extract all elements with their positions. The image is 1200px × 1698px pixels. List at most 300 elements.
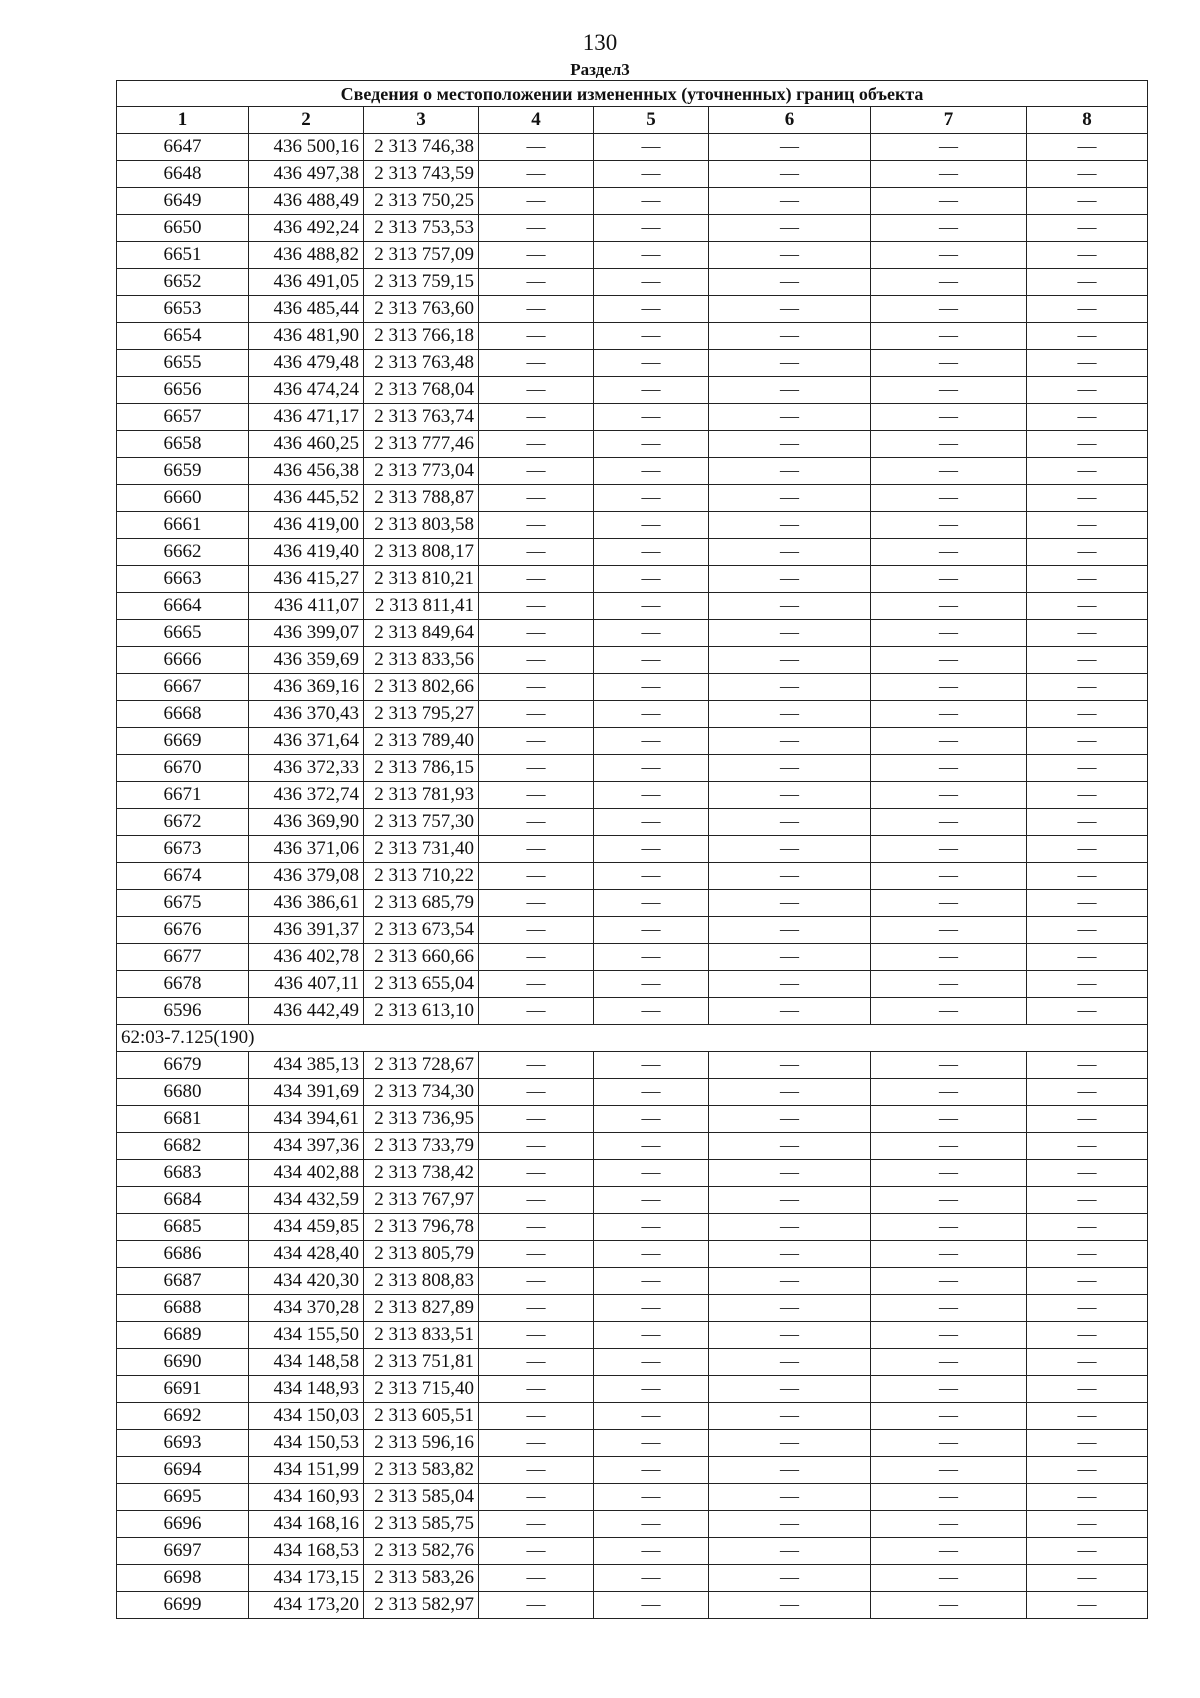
coordinate-x: 434 459,85 [249, 1214, 364, 1241]
empty-cell-col-4: — [479, 134, 594, 161]
empty-cell-col-7: — [871, 323, 1027, 350]
table-row [117, 323, 1148, 350]
empty-cell-col-5: — [594, 1133, 709, 1160]
empty-cell-col-6: — [709, 512, 871, 539]
empty-cell-col-4: — [479, 458, 594, 485]
empty-cell-col-6: — [709, 647, 871, 674]
empty-cell-col-6: — [709, 458, 871, 485]
coordinate-x: 436 386,61 [249, 890, 364, 917]
empty-cell-col-8: — [1027, 1592, 1148, 1619]
coordinate-y: 2 313 715,40 [364, 1376, 479, 1403]
table-row [117, 1268, 1148, 1295]
table-row [117, 485, 1148, 512]
coordinate-x: 436 474,24 [249, 377, 364, 404]
page-number: 130 [582, 30, 618, 55]
empty-cell-col-4: — [479, 1133, 594, 1160]
point-number: 6650 [117, 215, 249, 242]
empty-cell-col-4: — [479, 1511, 594, 1538]
empty-cell-col-8: — [1027, 1565, 1148, 1592]
point-number: 6664 [117, 593, 249, 620]
empty-cell-col-6: — [709, 1538, 871, 1565]
empty-cell-col-4: — [479, 1052, 594, 1079]
coordinate-x: 434 168,16 [249, 1511, 364, 1538]
coordinate-x: 434 391,69 [249, 1079, 364, 1106]
point-number: 6660 [117, 485, 249, 512]
empty-cell-col-4: — [479, 620, 594, 647]
empty-cell-col-7: — [871, 242, 1027, 269]
point-number: 6661 [117, 512, 249, 539]
empty-cell-col-7: — [871, 1430, 1027, 1457]
empty-cell-col-5: — [594, 1295, 709, 1322]
empty-cell-col-6: — [709, 1187, 871, 1214]
empty-cell-col-4: — [479, 350, 594, 377]
empty-cell-col-4: — [479, 701, 594, 728]
empty-cell-col-8: — [1027, 431, 1148, 458]
table-row [117, 647, 1148, 674]
coordinate-y: 2 313 833,56 [364, 647, 479, 674]
empty-cell-col-4: — [479, 269, 594, 296]
point-number: 6653 [117, 296, 249, 323]
coordinate-x: 436 491,05 [249, 269, 364, 296]
coordinate-x: 434 150,53 [249, 1430, 364, 1457]
empty-cell-col-5: — [594, 593, 709, 620]
empty-cell-col-6: — [709, 1295, 871, 1322]
empty-cell-col-6: — [709, 1457, 871, 1484]
empty-cell-col-6: — [709, 269, 871, 296]
empty-cell-col-5: — [594, 1214, 709, 1241]
empty-cell-col-6: — [709, 1322, 871, 1349]
empty-cell-col-7: — [871, 404, 1027, 431]
empty-cell-col-6: — [709, 350, 871, 377]
empty-cell-col-4: — [479, 1403, 594, 1430]
point-number: 6666 [117, 647, 249, 674]
empty-cell-col-4: — [479, 863, 594, 890]
empty-cell-col-7: — [871, 485, 1027, 512]
empty-cell-col-6: — [709, 161, 871, 188]
coordinate-y: 2 313 596,16 [364, 1430, 479, 1457]
coordinate-y: 2 313 803,58 [364, 512, 479, 539]
coordinate-y: 2 313 849,64 [364, 620, 479, 647]
empty-cell-col-8: — [1027, 458, 1148, 485]
empty-cell-col-5: — [594, 269, 709, 296]
coordinate-y: 2 313 585,75 [364, 1511, 479, 1538]
point-number: 6668 [117, 701, 249, 728]
table-row [117, 1457, 1148, 1484]
coordinate-x: 434 173,20 [249, 1592, 364, 1619]
table-row [117, 971, 1148, 998]
empty-cell-col-6: — [709, 404, 871, 431]
empty-cell-col-7: — [871, 1403, 1027, 1430]
empty-cell-col-7: — [871, 296, 1027, 323]
empty-cell-col-4: — [479, 1295, 594, 1322]
empty-cell-col-6: — [709, 1160, 871, 1187]
empty-cell-col-8: — [1027, 1349, 1148, 1376]
point-number: 6690 [117, 1349, 249, 1376]
point-number: 6648 [117, 161, 249, 188]
empty-cell-col-7: — [871, 512, 1027, 539]
coordinate-y: 2 313 796,78 [364, 1214, 479, 1241]
empty-cell-col-8: — [1027, 215, 1148, 242]
empty-cell-col-8: — [1027, 782, 1148, 809]
empty-cell-col-6: — [709, 890, 871, 917]
coordinate-x: 436 419,00 [249, 512, 364, 539]
empty-cell-col-5: — [594, 296, 709, 323]
table-row [117, 242, 1148, 269]
coordinate-x: 436 442,49 [249, 998, 364, 1025]
coordinate-x: 434 148,93 [249, 1376, 364, 1403]
coordinate-y: 2 313 673,54 [364, 917, 479, 944]
empty-cell-col-7: — [871, 1538, 1027, 1565]
point-number: 6656 [117, 377, 249, 404]
empty-cell-col-6: — [709, 1133, 871, 1160]
coordinate-y: 2 313 777,46 [364, 431, 479, 458]
column-header-1: 1 [117, 107, 249, 134]
empty-cell-col-5: — [594, 728, 709, 755]
empty-cell-col-5: — [594, 1052, 709, 1079]
empty-cell-col-8: — [1027, 296, 1148, 323]
table-caption-row [117, 81, 1148, 107]
empty-cell-col-6: — [709, 701, 871, 728]
table-row [117, 134, 1148, 161]
empty-cell-col-8: — [1027, 701, 1148, 728]
empty-cell-col-8: — [1027, 1376, 1148, 1403]
empty-cell-col-4: — [479, 593, 594, 620]
empty-cell-col-5: — [594, 863, 709, 890]
coordinate-y: 2 313 810,21 [364, 566, 479, 593]
empty-cell-col-7: — [871, 134, 1027, 161]
empty-cell-col-6: — [709, 1241, 871, 1268]
empty-cell-col-4: — [479, 566, 594, 593]
coordinate-y: 2 313 582,76 [364, 1538, 479, 1565]
empty-cell-col-6: — [709, 215, 871, 242]
empty-cell-col-8: — [1027, 1079, 1148, 1106]
empty-cell-col-7: — [871, 215, 1027, 242]
empty-cell-col-5: — [594, 1241, 709, 1268]
empty-cell-col-8: — [1027, 1160, 1148, 1187]
coordinate-x: 436 391,37 [249, 917, 364, 944]
empty-cell-col-8: — [1027, 404, 1148, 431]
empty-cell-col-4: — [479, 1106, 594, 1133]
empty-cell-col-8: — [1027, 647, 1148, 674]
empty-cell-col-4: — [479, 377, 594, 404]
coordinate-x: 436 479,48 [249, 350, 364, 377]
point-number: 6699 [117, 1592, 249, 1619]
empty-cell-col-8: — [1027, 1457, 1148, 1484]
empty-cell-col-8: — [1027, 1403, 1148, 1430]
empty-cell-col-8: — [1027, 1295, 1148, 1322]
coordinate-y: 2 313 805,79 [364, 1241, 479, 1268]
empty-cell-col-6: — [709, 242, 871, 269]
point-number: 6654 [117, 323, 249, 350]
point-number: 6658 [117, 431, 249, 458]
empty-cell-col-8: — [1027, 1187, 1148, 1214]
coordinate-x: 434 148,58 [249, 1349, 364, 1376]
point-number: 6684 [117, 1187, 249, 1214]
empty-cell-col-5: — [594, 1484, 709, 1511]
coordinate-y: 2 313 743,59 [364, 161, 479, 188]
coordinate-y: 2 313 585,04 [364, 1484, 479, 1511]
empty-cell-col-7: — [871, 755, 1027, 782]
empty-cell-col-4: — [479, 404, 594, 431]
empty-cell-col-5: — [594, 215, 709, 242]
empty-cell-col-5: — [594, 377, 709, 404]
empty-cell-col-5: — [594, 917, 709, 944]
point-number: 6662 [117, 539, 249, 566]
coordinate-x: 434 397,36 [249, 1133, 364, 1160]
empty-cell-col-6: — [709, 1106, 871, 1133]
empty-cell-col-8: — [1027, 242, 1148, 269]
empty-cell-col-6: — [709, 1052, 871, 1079]
empty-cell-col-5: — [594, 1457, 709, 1484]
empty-cell-col-4: — [479, 323, 594, 350]
coordinate-y: 2 313 808,83 [364, 1268, 479, 1295]
point-number: 6671 [117, 782, 249, 809]
empty-cell-col-8: — [1027, 755, 1148, 782]
table-row [117, 944, 1148, 971]
empty-cell-col-5: — [594, 647, 709, 674]
coordinate-y: 2 313 731,40 [364, 836, 479, 863]
empty-cell-col-4: — [479, 647, 594, 674]
table-row [117, 458, 1148, 485]
empty-cell-col-8: — [1027, 593, 1148, 620]
empty-cell-col-6: — [709, 755, 871, 782]
empty-cell-col-4: — [479, 161, 594, 188]
coordinate-y: 2 313 763,74 [364, 404, 479, 431]
coordinate-x: 434 420,30 [249, 1268, 364, 1295]
point-number: 6695 [117, 1484, 249, 1511]
table-row [117, 593, 1148, 620]
empty-cell-col-7: — [871, 998, 1027, 1025]
empty-cell-col-7: — [871, 944, 1027, 971]
empty-cell-col-7: — [871, 1322, 1027, 1349]
table-row [117, 1511, 1148, 1538]
empty-cell-col-5: — [594, 620, 709, 647]
coordinate-y: 2 313 757,30 [364, 809, 479, 836]
coordinate-y: 2 313 773,04 [364, 458, 479, 485]
empty-cell-col-4: — [479, 944, 594, 971]
point-number: 6665 [117, 620, 249, 647]
point-number: 6686 [117, 1241, 249, 1268]
coordinate-x: 434 151,99 [249, 1457, 364, 1484]
empty-cell-col-4: — [479, 431, 594, 458]
empty-cell-col-7: — [871, 674, 1027, 701]
empty-cell-col-7: — [871, 377, 1027, 404]
coordinate-y: 2 313 734,30 [364, 1079, 479, 1106]
coordinate-y: 2 313 746,38 [364, 134, 479, 161]
empty-cell-col-8: — [1027, 620, 1148, 647]
point-number: 6680 [117, 1079, 249, 1106]
empty-cell-col-8: — [1027, 188, 1148, 215]
empty-cell-col-6: — [709, 377, 871, 404]
empty-cell-col-6: — [709, 1349, 871, 1376]
empty-cell-col-6: — [709, 971, 871, 998]
empty-cell-col-5: — [594, 242, 709, 269]
empty-cell-col-6: — [709, 1268, 871, 1295]
empty-cell-col-4: — [479, 242, 594, 269]
point-number: 6679 [117, 1052, 249, 1079]
empty-cell-col-8: — [1027, 539, 1148, 566]
empty-cell-col-4: — [479, 971, 594, 998]
empty-cell-col-5: — [594, 1349, 709, 1376]
table-row [117, 431, 1148, 458]
table-row [117, 701, 1148, 728]
empty-cell-col-4: — [479, 1214, 594, 1241]
empty-cell-col-6: — [709, 782, 871, 809]
empty-cell-col-7: — [871, 1160, 1027, 1187]
coordinate-x: 436 497,38 [249, 161, 364, 188]
coordinate-x: 436 481,90 [249, 323, 364, 350]
empty-cell-col-6: — [709, 1511, 871, 1538]
table-row [117, 1403, 1148, 1430]
point-number: 6692 [117, 1403, 249, 1430]
empty-cell-col-4: — [479, 539, 594, 566]
table-row [117, 755, 1148, 782]
coordinate-y: 2 313 750,25 [364, 188, 479, 215]
empty-cell-col-6: — [709, 836, 871, 863]
empty-cell-col-8: — [1027, 161, 1148, 188]
point-number: 6655 [117, 350, 249, 377]
column-header-6: 6 [709, 107, 871, 134]
point-number: 6698 [117, 1565, 249, 1592]
point-number: 6682 [117, 1133, 249, 1160]
table-row [117, 1106, 1148, 1133]
table-row [117, 1349, 1148, 1376]
point-number: 6697 [117, 1538, 249, 1565]
section-title: Раздел3 [570, 60, 630, 79]
coordinate-y: 2 313 808,17 [364, 539, 479, 566]
empty-cell-col-8: — [1027, 566, 1148, 593]
empty-cell-col-4: — [479, 188, 594, 215]
empty-cell-col-8: — [1027, 323, 1148, 350]
coordinate-x: 436 500,16 [249, 134, 364, 161]
coordinate-y: 2 313 757,09 [364, 242, 479, 269]
empty-cell-col-5: — [594, 1565, 709, 1592]
coordinate-x: 436 488,82 [249, 242, 364, 269]
empty-cell-col-6: — [709, 134, 871, 161]
coordinate-y: 2 313 751,81 [364, 1349, 479, 1376]
column-header-5: 5 [594, 107, 709, 134]
point-number: 6689 [117, 1322, 249, 1349]
table-row [117, 512, 1148, 539]
table-row [117, 215, 1148, 242]
empty-cell-col-5: — [594, 1322, 709, 1349]
empty-cell-col-6: — [709, 485, 871, 512]
table-row [117, 728, 1148, 755]
empty-cell-col-5: — [594, 1430, 709, 1457]
table-row [117, 188, 1148, 215]
empty-cell-col-7: — [871, 620, 1027, 647]
table-row [117, 350, 1148, 377]
coordinate-y: 2 313 655,04 [364, 971, 479, 998]
empty-cell-col-7: — [871, 917, 1027, 944]
empty-cell-col-5: — [594, 350, 709, 377]
point-number: 6675 [117, 890, 249, 917]
empty-cell-col-5: — [594, 755, 709, 782]
empty-cell-col-6: — [709, 728, 871, 755]
coordinate-x: 436 371,64 [249, 728, 364, 755]
coordinate-y: 2 313 583,26 [364, 1565, 479, 1592]
column-header-4: 4 [479, 107, 594, 134]
empty-cell-col-5: — [594, 485, 709, 512]
empty-cell-col-5: — [594, 971, 709, 998]
point-number: 6669 [117, 728, 249, 755]
table-header-row [117, 107, 1148, 134]
empty-cell-col-4: — [479, 998, 594, 1025]
coordinate-x: 436 492,24 [249, 215, 364, 242]
coordinate-y: 2 313 753,53 [364, 215, 479, 242]
point-number: 6663 [117, 566, 249, 593]
empty-cell-col-6: — [709, 1403, 871, 1430]
coordinate-y: 2 313 811,41 [364, 593, 479, 620]
empty-cell-col-5: — [594, 1592, 709, 1619]
point-number: 6649 [117, 188, 249, 215]
table-row [117, 1484, 1148, 1511]
coordinate-y: 2 313 660,66 [364, 944, 479, 971]
empty-cell-col-7: — [871, 1133, 1027, 1160]
coordinate-y: 2 313 802,66 [364, 674, 479, 701]
empty-cell-col-8: — [1027, 1106, 1148, 1133]
coordinate-x: 436 372,33 [249, 755, 364, 782]
empty-cell-col-5: — [594, 188, 709, 215]
table-row [117, 404, 1148, 431]
empty-cell-col-7: — [871, 188, 1027, 215]
empty-cell-col-7: — [871, 269, 1027, 296]
coordinate-x: 434 428,40 [249, 1241, 364, 1268]
empty-cell-col-7: — [871, 1565, 1027, 1592]
table-row [117, 1295, 1148, 1322]
coordinate-y: 2 313 759,15 [364, 269, 479, 296]
coordinate-x: 436 407,11 [249, 971, 364, 998]
empty-cell-col-7: — [871, 1079, 1027, 1106]
table-body [117, 134, 1148, 1619]
empty-cell-col-5: — [594, 1538, 709, 1565]
empty-cell-col-8: — [1027, 1511, 1148, 1538]
table-row [117, 1133, 1148, 1160]
coordinate-x: 436 371,06 [249, 836, 364, 863]
coordinate-y: 2 313 582,97 [364, 1592, 479, 1619]
empty-cell-col-4: — [479, 782, 594, 809]
empty-cell-col-8: — [1027, 971, 1148, 998]
coordinate-x: 436 379,08 [249, 863, 364, 890]
parcel-number: 62:03-7.125(190) [117, 1025, 1148, 1052]
coordinate-y: 2 313 685,79 [364, 890, 479, 917]
coordinate-x: 436 445,52 [249, 485, 364, 512]
empty-cell-col-6: — [709, 863, 871, 890]
empty-cell-col-7: — [871, 701, 1027, 728]
coordinate-x: 436 485,44 [249, 296, 364, 323]
point-number: 6681 [117, 1106, 249, 1133]
table-row [117, 1592, 1148, 1619]
empty-cell-col-5: — [594, 1106, 709, 1133]
empty-cell-col-7: — [871, 1241, 1027, 1268]
empty-cell-col-7: — [871, 863, 1027, 890]
empty-cell-col-5: — [594, 431, 709, 458]
coordinate-x: 436 456,38 [249, 458, 364, 485]
empty-cell-col-5: — [594, 809, 709, 836]
empty-cell-col-6: — [709, 1376, 871, 1403]
coordinates-table [116, 80, 1148, 1619]
empty-cell-col-6: — [709, 296, 871, 323]
empty-cell-col-7: — [871, 647, 1027, 674]
column-header-8: 8 [1027, 107, 1148, 134]
coordinate-y: 2 313 789,40 [364, 728, 479, 755]
empty-cell-col-5: — [594, 998, 709, 1025]
coordinate-y: 2 313 763,60 [364, 296, 479, 323]
empty-cell-col-8: — [1027, 917, 1148, 944]
empty-cell-col-8: — [1027, 350, 1148, 377]
table-row [117, 674, 1148, 701]
empty-cell-col-5: — [594, 836, 709, 863]
